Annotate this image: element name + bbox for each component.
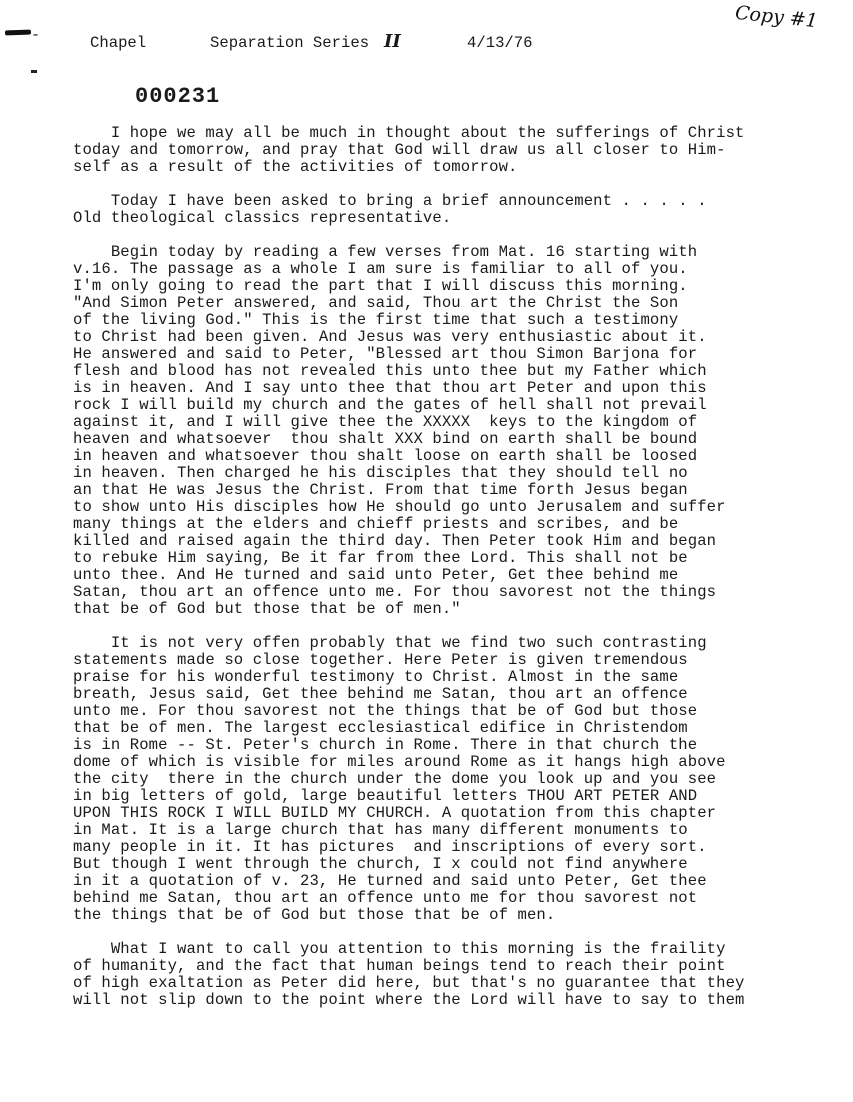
text-line: He answered and said to Peter, "Blessed art thou Simon Barjona for	[73, 345, 698, 363]
handwritten-copy-note: Copy #1	[734, 1, 819, 33]
text-line: is in heaven. And I say unto thee that thou art Peter and upon this	[73, 379, 707, 397]
text-line: that be of God but those that be of men."	[73, 600, 461, 618]
text-line: What I want to call you attention to this morning is the fraility	[73, 940, 726, 958]
ink-mark-small	[31, 70, 37, 73]
text-line: self as a result of the activities of tomorrow.	[73, 158, 518, 176]
document-number: 000231	[135, 84, 221, 109]
text-line: But though I went through the church, I x could not find anywhere	[73, 855, 688, 873]
text-line: flesh and blood has not revealed this unto thee but my Father which	[73, 362, 707, 380]
text-line: praise for his wonderful testimony to Christ. Almost in the same	[73, 668, 679, 686]
text-line: heaven and whatsoever thou shalt XXX bind on earth shall be bound	[73, 430, 698, 448]
text-line: in big letters of gold, large beautiful letters THOU ART PETER AND	[73, 787, 698, 805]
text-line: of the living God." This is the first time that such a testimony	[73, 311, 679, 329]
header-series-numeral: II	[384, 31, 401, 52]
text-line: that be of men. The largest ecclesiastical edifice in Christendom	[73, 719, 688, 737]
text-line: Today I have been asked to bring a brief announcement . . . . .	[73, 192, 707, 210]
text-line: v.16. The passage as a whole I am sure is familiar to all of you.	[73, 260, 688, 278]
text-line: in it a quotation of v. 23, He turned and said unto Peter, Get thee	[73, 872, 707, 890]
text-line: many people in it. It has pictures and inscriptions of every sort.	[73, 838, 707, 856]
ink-mark-tick: -	[31, 27, 41, 44]
text-line: unto thee. And He turned and said unto Peter, Get thee behind me	[73, 566, 679, 584]
text-line: in heaven and whatsoever thou shalt loose on earth shall be loosed	[73, 447, 698, 465]
text-line: many things at the elders and chieff priests and scribes, and be	[73, 515, 679, 533]
text-line: against it, and I will give thee the XXXXX keys to the kingdom of	[73, 413, 698, 431]
header-date: 4/13/76	[467, 34, 533, 52]
text-line: the city there in the church under the dome you look up and you see	[73, 770, 717, 788]
text-line: of high exaltation as Peter did here, but that's no guarantee that they	[73, 974, 745, 992]
text-line: I'm only going to read the part that I will discuss this morning.	[73, 277, 688, 295]
text-line: is in Rome -- St. Peter's church in Rome. There in that church the	[73, 736, 698, 754]
text-line: in heaven. Then charged he his disciples that they should tell no	[73, 464, 688, 482]
text-line: in Mat. It is a large church that has many different monuments to	[73, 821, 688, 839]
text-line: killed and raised again the third day. Then Peter took Him and began	[73, 532, 717, 550]
text-line: "And Simon Peter answered, and said, Thou art the Christ the Son	[73, 294, 679, 312]
ink-mark	[5, 30, 31, 36]
text-line: unto me. For thou savorest not the things that be of God but those	[73, 702, 698, 720]
text-line: to Christ had been given. And Jesus was very enthusiastic about it.	[73, 328, 707, 346]
text-line: breath, Jesus said, Get thee behind me Satan, thou art an offence	[73, 685, 688, 703]
text-line: rock I will build my church and the gates of hell shall not prevail	[73, 396, 707, 414]
text-line: Begin today by reading a few verses from Mat. 16 starting with	[73, 243, 698, 261]
text-line: today and tomorrow, and pray that God will draw us all closer to Him-	[73, 141, 726, 159]
text-line: Old theological classics representative.	[73, 209, 452, 227]
text-line: behind me Satan, thou art an offence unto me for thou savorest not	[73, 889, 698, 907]
header-location: Chapel	[90, 34, 147, 52]
header-series: Separation Series	[210, 34, 370, 52]
text-line: the things that be of God but those that be of men.	[73, 906, 556, 924]
text-line: Satan, thou art an offence unto me. For thou savorest not the things	[73, 583, 717, 601]
text-line: will not slip down to the point where the Lord will have to say to them	[73, 991, 745, 1009]
text-line: UPON THIS ROCK I WILL BUILD MY CHURCH. A quotation from this chapter	[73, 804, 717, 822]
text-line: an that He was Jesus the Christ. From that time forth Jesus began	[73, 481, 688, 499]
text-line: statements made so close together. Here Peter is given tremendous	[73, 651, 688, 669]
text-line: to rebuke Him saying, Be it far from thee Lord. This shall not be	[73, 549, 688, 567]
text-line: dome of which is visible for miles around Rome as it hangs high above	[73, 753, 726, 771]
text-line: I hope we may all be much in thought about the sufferings of Christ	[73, 124, 745, 142]
text-line: to show unto His disciples how He should go unto Jerusalem and suffer	[73, 498, 726, 516]
text-line: of humanity, and the fact that human beings tend to reach their point	[73, 957, 726, 975]
text-line: It is not very offen probably that we find two such contrasting	[73, 634, 707, 652]
